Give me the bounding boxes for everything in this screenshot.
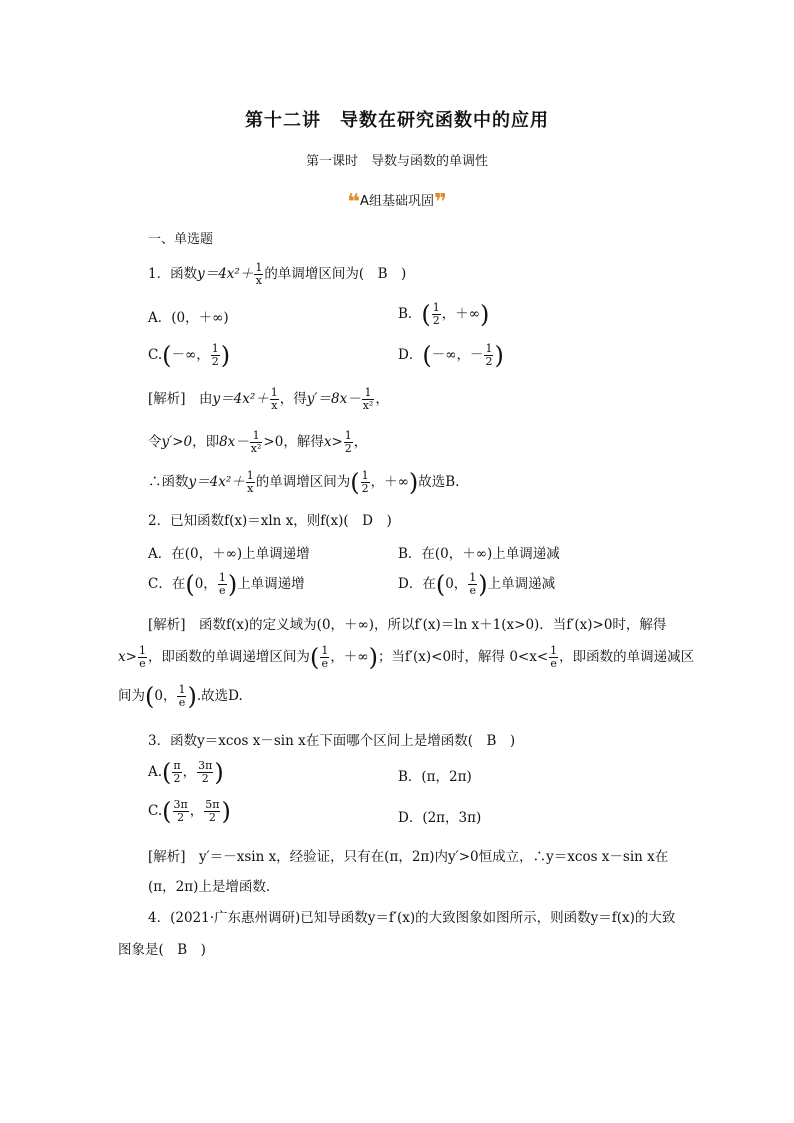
expr: x> xyxy=(118,649,137,665)
paren-close: ) xyxy=(220,341,231,370)
frac-den: 2 xyxy=(173,772,181,785)
frac-den: x² xyxy=(250,442,262,455)
q1-solution-line1: [解析] 由y＝4x²＋ $\frac{1}{x}$ ，得y′＝8x－ $\frac{1}{\text{x²}}$ ， xyxy=(148,386,389,412)
frac xyxy=(344,430,353,455)
paren-open: ( xyxy=(162,758,172,787)
solution-text: [解析] 由 xyxy=(148,391,213,407)
frac-den: e xyxy=(139,657,146,670)
q2-option-b: B．在(0，＋∞)上单调递减 xyxy=(398,546,560,562)
q4-stem: 4．(2021·广东惠州调研)已知导函数y＝f′(x)的大致图象如图所示，则函数y＝f(x)的大致图象是( B ) xyxy=(118,910,676,958)
comma: ， xyxy=(182,764,197,780)
frac xyxy=(254,262,263,287)
frac-den: 2 xyxy=(208,811,216,824)
frac xyxy=(173,799,189,824)
interval-end: ，＋∞ xyxy=(330,649,369,665)
expr: 8x－ xyxy=(219,434,249,450)
q3-option-c xyxy=(148,799,231,824)
q3-stem: 3．函数y＝xcos x－sin x在下面哪个区间上是增函数( B ) xyxy=(148,733,516,749)
lesson-subtitle: 第一课时 导数与函数的单调性 xyxy=(305,154,488,169)
option-label: C. xyxy=(148,803,163,819)
frac-num: 1 xyxy=(138,644,146,657)
group-label: A组基础巩固 xyxy=(360,194,434,209)
frac xyxy=(246,470,255,495)
paren-open: ( xyxy=(145,682,155,711)
frac xyxy=(468,572,477,597)
expr: y＝4x²＋ xyxy=(212,391,269,407)
frac-num: 5π xyxy=(205,798,220,811)
frac-num: 1 xyxy=(255,261,263,274)
interval-start: 0， xyxy=(154,688,177,704)
frac xyxy=(197,760,213,785)
q2-option-a: A．在(0，＋∞)上单调递增 xyxy=(148,546,310,562)
frac-num: 1 xyxy=(432,301,440,314)
frac xyxy=(484,343,493,368)
frac-num: 1 xyxy=(246,469,254,482)
frac-num: 1 xyxy=(250,430,263,443)
frac-den: e xyxy=(469,584,477,597)
frac xyxy=(204,799,220,824)
option-label: B． xyxy=(398,306,422,322)
q3-option-d: D．(2π，3π) xyxy=(398,810,482,826)
q2-solution-line2 xyxy=(118,645,694,670)
frac-den: e xyxy=(550,657,557,670)
page-title: 第十二讲 导数在研究函数中的应用 xyxy=(245,110,549,131)
q2-option-c xyxy=(148,572,305,597)
solution-text: ，即函数的单调递增区间为 xyxy=(147,649,310,665)
solution-text: ，得 xyxy=(279,391,307,407)
frac xyxy=(549,645,558,670)
frac-num: 1 xyxy=(218,571,226,584)
q1-stem xyxy=(148,262,406,287)
q3-solution: [解析] y′＝－xsin x，经验证，只有在(π，2π)内y′>0恒成立，∴y＝xcos x－sin x在(π，2π)上是增函数． xyxy=(148,849,669,895)
comma: ， xyxy=(189,803,204,819)
frac-num: 3π xyxy=(173,798,188,811)
solution-text: .故选D. xyxy=(196,688,243,704)
frac-den: e xyxy=(178,696,186,709)
frac-num: 1 xyxy=(361,469,369,482)
frac-den: 2 xyxy=(485,355,493,368)
frac-num: 1 xyxy=(485,342,493,355)
option-label: C．在 xyxy=(148,576,186,592)
frac-den: 2 xyxy=(177,811,185,824)
group-banner xyxy=(0,190,794,215)
q1-stem-text: 1．函数 xyxy=(148,266,198,282)
frac-den: 2 xyxy=(361,482,369,495)
q1-solution-line2: 令y′>0，即8x－ $\frac{1}{\text{x²}}$ >0，解得x> $\frac{1}{2}$ ， xyxy=(148,429,368,455)
solution-text: 令 xyxy=(148,434,162,450)
frac-num: 1 xyxy=(211,342,219,355)
solution-text: ∴函数 xyxy=(148,474,189,490)
q1-expr: y＝4x²＋ xyxy=(197,266,254,282)
q3-option-a xyxy=(148,760,224,785)
interval-end: ，＋∞ xyxy=(370,474,409,490)
paren-open: ( xyxy=(162,341,172,370)
q1-option-d xyxy=(398,343,504,368)
quote-close-icon: ❞ xyxy=(433,190,447,215)
section-heading: 一、单选题 xyxy=(148,232,214,247)
q2-solution-line3 xyxy=(118,684,243,709)
paren-close: ) xyxy=(187,682,197,711)
paren-close: ) xyxy=(221,797,231,826)
option-text: 上单调递增 xyxy=(237,576,305,592)
paren-open: ( xyxy=(185,570,195,599)
paren-open: ( xyxy=(309,643,320,672)
option-label: D．在 xyxy=(398,576,436,592)
paren-open: ( xyxy=(421,300,431,329)
solution-text: ；当f′(x)<0时，解得 0<x< xyxy=(377,649,549,665)
solution-text: ，解得 xyxy=(283,434,324,450)
frac-num: 1 xyxy=(178,683,186,696)
interval-start: －∞， xyxy=(171,347,210,363)
frac-den: x xyxy=(255,274,262,287)
frac xyxy=(362,387,375,412)
frac xyxy=(218,572,227,597)
solution-text: ，即 xyxy=(192,434,220,450)
solution-text: ，即函数的单调递减区 xyxy=(559,649,695,665)
frac-num: 1 xyxy=(270,386,278,399)
expr: x> xyxy=(323,434,343,450)
q1-option-a: A．(0，＋∞) xyxy=(148,310,229,326)
frac xyxy=(320,645,329,670)
solution-text: 的单调增区间为 xyxy=(255,474,351,490)
interval-start: 0， xyxy=(194,576,217,592)
q3-option-b: B．(π，2π) xyxy=(398,769,472,785)
option-label: A. xyxy=(148,764,163,780)
paren-open: ( xyxy=(435,570,446,599)
solution-text: 故选B. xyxy=(418,474,460,490)
expr: y′>0 xyxy=(161,434,193,450)
frac-num: 3π xyxy=(198,759,213,772)
q2-solution-line1: [解析] 函数f(x)的定义域为(0，＋∞)，所以f′(x)＝ln x＋1(x>0)．当f′(x)>0时，解得 xyxy=(148,617,667,633)
frac-den: x² xyxy=(362,399,374,412)
frac-den: x xyxy=(247,482,254,495)
quote-open-icon: ❝ xyxy=(347,190,361,215)
frac-num: 1 xyxy=(344,429,352,442)
frac-num: 1 xyxy=(362,387,375,400)
interval-start: 0， xyxy=(445,576,468,592)
paren-close: ) xyxy=(368,643,378,672)
frac-den: 2 xyxy=(432,314,440,327)
paren-open: ( xyxy=(162,797,172,826)
expr: y′＝8x－ xyxy=(306,391,361,407)
q2-stem: 2．已知函数f(x)＝xln x，则f(x)( D ) xyxy=(148,513,392,529)
frac-num: 1 xyxy=(550,644,558,657)
frac-num: 1 xyxy=(469,571,477,584)
interval-start: －∞，－ xyxy=(431,347,484,363)
q1-option-b xyxy=(398,302,489,327)
paren-close: ) xyxy=(408,468,419,497)
option-label: C. xyxy=(148,347,163,363)
frac xyxy=(361,470,370,495)
frac xyxy=(250,430,263,455)
expr: y＝4x²＋ xyxy=(188,474,245,490)
q1-stem-end: 的单调增区间为( B ) xyxy=(264,266,407,282)
frac-den: e xyxy=(321,657,329,670)
paren-close: ) xyxy=(214,758,224,787)
q1-option-c xyxy=(148,343,230,368)
frac xyxy=(172,760,181,785)
paren-close: ) xyxy=(480,300,490,329)
paren-close: ) xyxy=(494,341,504,370)
frac-den: x xyxy=(271,399,278,412)
paren-close: ) xyxy=(478,570,488,599)
paren-close: ) xyxy=(227,570,238,599)
option-label: D． xyxy=(398,347,423,363)
frac xyxy=(270,387,279,412)
solution-text: 间为 xyxy=(118,688,145,704)
frac xyxy=(432,302,441,327)
frac xyxy=(177,684,186,709)
interval-end: ，＋∞ xyxy=(441,306,481,322)
frac-num: 1 xyxy=(321,644,329,657)
frac xyxy=(138,645,147,670)
frac-den: 2 xyxy=(201,772,209,785)
option-text: 上单调递减 xyxy=(487,576,556,592)
expr: >0 xyxy=(263,434,284,450)
paren-open: ( xyxy=(422,341,432,370)
q2-option-d xyxy=(398,572,555,597)
q1-solution-line3 xyxy=(148,470,459,495)
frac-den: e xyxy=(219,584,226,597)
frac-den: 2 xyxy=(211,355,219,368)
frac xyxy=(211,343,220,368)
frac-num: π xyxy=(173,759,181,772)
paren-open: ( xyxy=(350,468,360,497)
frac-den: 2 xyxy=(344,442,352,455)
